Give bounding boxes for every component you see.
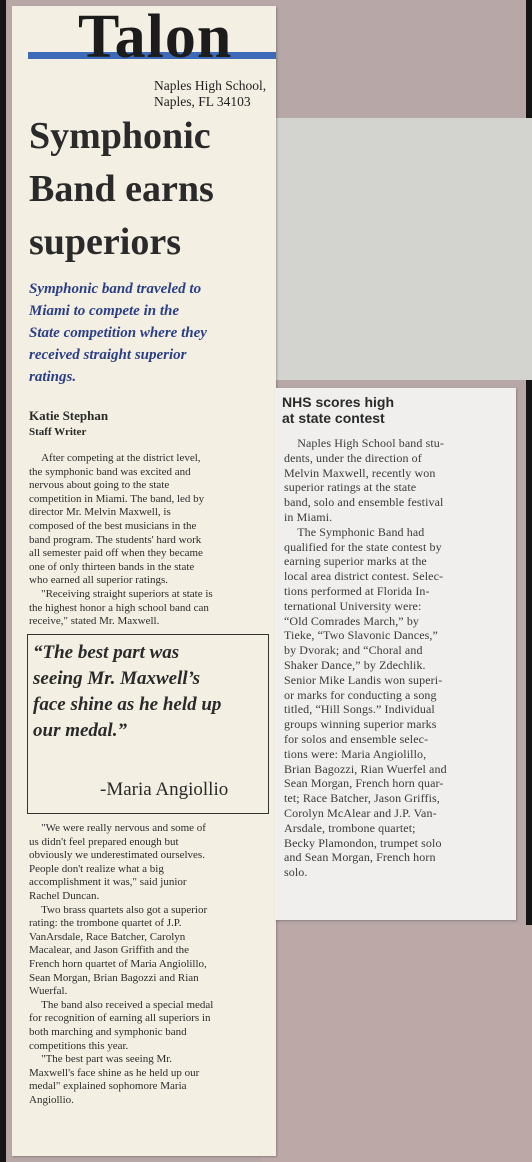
body-line: one of only thirteen bands in the state <box>29 560 195 573</box>
pull-quote-box <box>27 634 269 814</box>
body-line: all semester paid off when they became <box>29 547 203 560</box>
nhs-body-line: solo. <box>284 865 308 880</box>
deck-line: State competition where they <box>29 325 207 341</box>
nhs-body-line: Senior Mike Landis won superi- <box>284 672 443 687</box>
body-line: nervous about going to the state <box>29 479 170 492</box>
backdrop-panel-upper <box>276 118 532 380</box>
body-line: The band also received a special medal <box>41 998 214 1011</box>
nhs-body-line: Sean Morgan, French horn quar- <box>284 776 444 791</box>
nhs-body-line: for solos and ensemble selec- <box>284 731 429 746</box>
body-line: VanArsdale, Race Batcher, Carolyn <box>29 930 186 943</box>
body-line: Two brass quartets also got a superior <box>41 903 208 916</box>
nhs-body-line: titled, “Hill Songs.” Individual <box>284 702 435 717</box>
nhs-body-line: Melvin Maxwell, recently won <box>284 465 436 480</box>
nhs-body-line: Shaker Dance,” by Zdechlik. <box>284 657 426 672</box>
nhs-body-line: tions were: Maria Angiolillo, <box>284 746 427 761</box>
body-line: competition in Miami. The band, led by <box>29 492 205 505</box>
nhs-body-line: The Symphonic Band had <box>297 524 425 539</box>
nhs-body-line: Arsdale, trombone quartet; <box>284 820 416 835</box>
main-article-clipping <box>12 6 276 1156</box>
nhs-body-line: or marks for conducting a song <box>284 687 437 702</box>
body-line: "The best part was seeing Mr. <box>41 1053 173 1066</box>
body-line: Rachel Duncan. <box>29 889 100 902</box>
body-line: "We were really nervous and some of <box>41 822 206 834</box>
body-line: Maxwell's face shine as he held up our <box>29 1066 200 1079</box>
nhs-body-line: qualified for the state contest by <box>284 539 442 554</box>
byline-title: Staff Writer <box>29 426 87 438</box>
body-line: us didn't feel prepared enough but <box>29 835 179 848</box>
byline-name: Katie Stephan <box>29 408 109 423</box>
nhs-body-line: local area district contest. Selec- <box>284 569 444 584</box>
nhs-body-line: ternational University were: <box>284 598 422 613</box>
nhs-body-line: “Old Comrades March,” by <box>284 613 420 628</box>
body-line: director Mr. Melvin Maxwell, is <box>29 506 171 519</box>
headline-line: Symphonic <box>29 115 211 157</box>
backdrop-panel-lower <box>262 925 532 1162</box>
nhs-body-line: Brian Bagozzi, Rian Wuerfel and <box>284 761 447 776</box>
body-line: both marching and symphonic band <box>29 1025 187 1038</box>
nhs-body-line: Tieke, “Two Slavonic Dances,” <box>284 628 438 643</box>
body-line: rating: the trombone quartet of J.P. <box>29 917 182 930</box>
nhs-headline <box>282 394 394 426</box>
body-line: who earned all superior ratings. <box>29 574 168 587</box>
nhs-article-clipping <box>275 388 516 920</box>
left-border <box>0 0 6 1162</box>
body-line: accomplishment it was," said junior <box>29 876 187 889</box>
body-line: Angiollio. <box>29 1093 74 1106</box>
article-body-bottom <box>29 822 267 1107</box>
masthead-subtitle: Naples High School, Naples, FL 34103 <box>154 78 267 109</box>
body-line: "Receiving straight superiors at state is <box>41 587 213 600</box>
article-headline <box>29 110 269 269</box>
deck-line: received straight superior <box>29 347 187 363</box>
body-line: the highest honor a high school band can <box>29 601 209 614</box>
body-line: for recognition of earning all superiors in <box>29 1012 211 1025</box>
body-line: Wuerfal. <box>29 985 68 998</box>
pull-quote-line: “The best part was <box>33 642 180 663</box>
pull-quote-attribution: -Maria Angiollio <box>100 779 229 800</box>
nhs-body-line: groups winning superior marks <box>284 717 437 732</box>
headline-line: superiors <box>29 221 181 263</box>
body-line: the symphonic band was excited and <box>29 465 191 478</box>
deck-line: Symphonic band traveled to <box>29 281 202 297</box>
nhs-body-line: dents, under the direction of <box>284 450 422 465</box>
body-line: After competing at the district level, <box>41 452 201 464</box>
body-line: receive," stated Mr. Maxwell. <box>29 615 160 628</box>
body-line: People don't realize what a big <box>29 862 164 875</box>
nhs-headline-line: NHS scores high <box>282 394 395 410</box>
nhs-body-line: in Miami. <box>284 509 333 524</box>
nhs-headline-line: at state contest <box>282 410 385 426</box>
article-deck <box>29 278 264 388</box>
nhs-body-line: Becky Plamondon, trumpet solo <box>284 835 442 850</box>
body-line: obviously we underestimated ourselves. <box>29 849 205 862</box>
pull-quote-text <box>33 640 263 744</box>
body-line: medal" explained sophomore Maria <box>29 1080 187 1093</box>
nhs-body-line: band, solo and ensemble festival <box>284 495 444 510</box>
masthead-title: Talon <box>78 6 233 71</box>
pull-quote-line: our medal.” <box>33 720 127 741</box>
deck-line: Miami to compete in the <box>29 303 179 319</box>
nhs-body-line: earning superior marks at the <box>284 554 427 569</box>
body-line: Sean Morgan, Brian Bagozzi and Rian <box>29 971 199 984</box>
body-line: band program. The students' hard work <box>29 533 202 546</box>
nhs-body-line: tet; Race Batcher, Jason Griffis, <box>284 791 440 806</box>
body-line: Macalear, and Jason Griffith and the <box>29 944 190 957</box>
nhs-body-line: and Sean Morgan, French horn <box>284 850 436 865</box>
nhs-article-body <box>284 436 508 880</box>
deck-line: ratings. <box>29 369 77 385</box>
nhs-body-line: Naples High School band stu- <box>297 436 444 450</box>
pull-quote-line: seeing Mr. Maxwell’s <box>33 668 200 689</box>
nhs-body-line: tions performed at Florida In- <box>284 583 430 598</box>
nhs-body-line: by Dvorak; and “Choral and <box>284 643 423 658</box>
body-line: French horn quartet of Maria Angiolillo, <box>29 957 207 970</box>
headline-line: Band earns <box>29 168 214 210</box>
pull-quote-line: face shine as he held up <box>33 694 222 715</box>
nhs-body-line: superior ratings at the state <box>284 480 417 495</box>
article-body-top <box>29 452 267 629</box>
body-line: composed of the best musicians in the <box>29 519 197 532</box>
nhs-body-line: Corolyn McAlear and J.P. Van- <box>284 805 437 820</box>
body-line: competitions this year. <box>29 1039 129 1052</box>
